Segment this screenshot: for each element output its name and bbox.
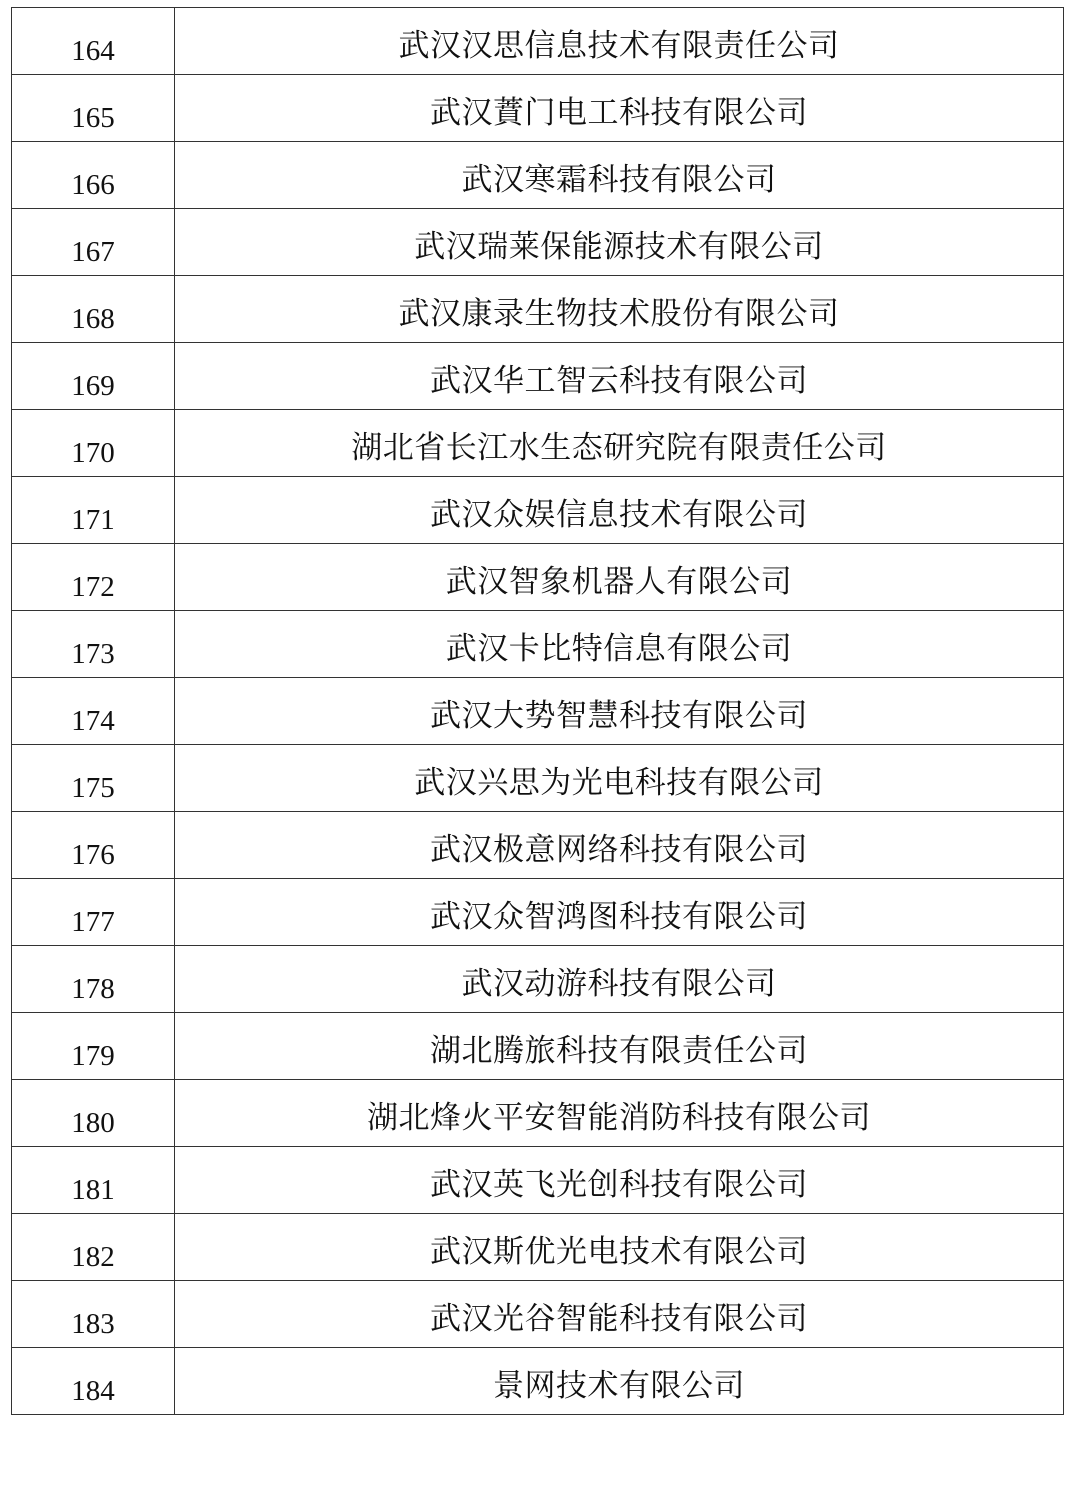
row-number: 175 — [12, 745, 175, 812]
row-number: 172 — [12, 544, 175, 611]
company-name: 武汉大势智慧科技有限公司 — [175, 678, 1064, 745]
row-number: 181 — [12, 1147, 175, 1214]
table-row — [12, 678, 1064, 745]
table-row — [12, 209, 1064, 276]
row-number: 179 — [12, 1013, 175, 1080]
company-name: 武汉卡比特信息有限公司 — [175, 611, 1064, 678]
row-number: 165 — [12, 75, 175, 142]
company-name: 武汉瑞莱保能源技术有限公司 — [175, 209, 1064, 276]
company-name: 武汉英飞光创科技有限公司 — [175, 1147, 1064, 1214]
table-row — [12, 1214, 1064, 1281]
table-row — [12, 1348, 1064, 1415]
company-name: 武汉动游科技有限公司 — [175, 946, 1064, 1013]
table-row — [12, 812, 1064, 879]
table-row — [12, 410, 1064, 477]
company-name: 武汉智象机器人有限公司 — [175, 544, 1064, 611]
company-name: 景网技术有限公司 — [175, 1348, 1064, 1415]
table-row — [12, 1147, 1064, 1214]
row-number: 168 — [12, 276, 175, 343]
row-number: 177 — [12, 879, 175, 946]
company-name: 武汉华工智云科技有限公司 — [175, 343, 1064, 410]
row-number: 176 — [12, 812, 175, 879]
table-row — [12, 946, 1064, 1013]
table-row — [12, 745, 1064, 812]
row-number: 166 — [12, 142, 175, 209]
table-row — [12, 879, 1064, 946]
table-row — [12, 343, 1064, 410]
company-name: 武汉极意网络科技有限公司 — [175, 812, 1064, 879]
table-row — [12, 142, 1064, 209]
row-number: 164 — [12, 8, 175, 75]
row-number: 182 — [12, 1214, 175, 1281]
company-name: 武汉康录生物技术股份有限公司 — [175, 276, 1064, 343]
company-name: 武汉兴思为光电科技有限公司 — [175, 745, 1064, 812]
company-name: 武汉寒霜科技有限公司 — [175, 142, 1064, 209]
table-row — [12, 1013, 1064, 1080]
company-name: 武汉光谷智能科技有限公司 — [175, 1281, 1064, 1348]
company-table — [11, 7, 1064, 1415]
row-number: 171 — [12, 477, 175, 544]
row-number: 180 — [12, 1080, 175, 1147]
row-number: 169 — [12, 343, 175, 410]
company-name: 湖北腾旅科技有限责任公司 — [175, 1013, 1064, 1080]
company-name: 湖北省长江水生态研究院有限责任公司 — [175, 410, 1064, 477]
table-row — [12, 75, 1064, 142]
table-row — [12, 544, 1064, 611]
row-number: 173 — [12, 611, 175, 678]
row-number: 170 — [12, 410, 175, 477]
row-number: 183 — [12, 1281, 175, 1348]
table-row — [12, 1281, 1064, 1348]
company-name: 湖北烽火平安智能消防科技有限公司 — [175, 1080, 1064, 1147]
row-number: 184 — [12, 1348, 175, 1415]
row-number: 178 — [12, 946, 175, 1013]
table-row — [12, 8, 1064, 75]
table-row — [12, 276, 1064, 343]
company-name: 武汉斯优光电技术有限公司 — [175, 1214, 1064, 1281]
company-list-table — [11, 7, 1064, 1415]
company-name: 武汉众智鸿图科技有限公司 — [175, 879, 1064, 946]
row-number: 174 — [12, 678, 175, 745]
company-name: 武汉蕡门电工科技有限公司 — [175, 75, 1064, 142]
table-row — [12, 477, 1064, 544]
table-row — [12, 611, 1064, 678]
row-number: 167 — [12, 209, 175, 276]
company-name: 武汉汉思信息技术有限责任公司 — [175, 8, 1064, 75]
company-name: 武汉众娱信息技术有限公司 — [175, 477, 1064, 544]
table-row — [12, 1080, 1064, 1147]
